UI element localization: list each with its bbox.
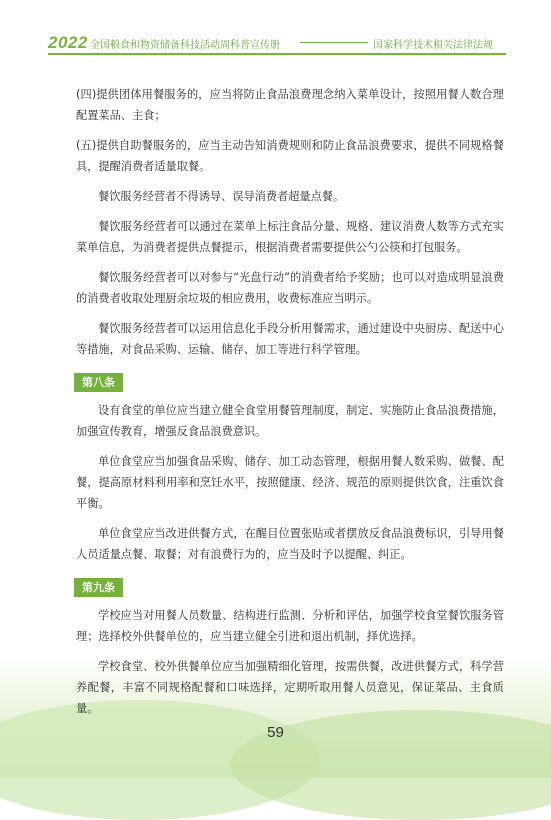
paragraph: 设有食堂的单位应当建立健全食堂用餐管理制度，制定、实施防止食品浪费措施，加强宣传教育，增强反食品浪费意识。: [76, 404, 504, 438]
paragraph: 餐饮服务经营者可以运用信息化手段分析用餐需求，通过建设中央厨房、配送中心等措施，对食品采购、运输、储存、加工等进行科学管理。: [76, 322, 504, 356]
page-header: [0, 0, 551, 52]
header-title: 全国粮食和物资储备科技活动周科普宣传册: [90, 40, 280, 51]
paragraph: 餐饮服务经营者可以通过在菜单上标注食品分量、规格、建议消费人数等方式充实菜单信息，为消费者提供点餐提示，根据消费者需要提供公勺公筷和打包服务。: [76, 220, 504, 254]
header-year: 2022: [48, 33, 88, 52]
paragraph: (四)提供团体用餐服务的，应当将防止食品浪费理念纳入菜单设计，按照用餐人数合理配置菜品、主食；: [76, 88, 504, 122]
paragraph: 单位食堂应当改进供餐方式，在醒目位置张贴或者摆放反食品浪费标识，引导用餐人员适量点餐、取餐；对有浪费行为的，应当及时予以提醒、纠正。: [76, 527, 504, 561]
paragraph: 餐饮服务经营者可以对参与“光盘行动”的消费者给予奖励；也可以对造成明显浪费的消费者收取处理厨余垃圾的相应费用，收费标准应当明示。: [76, 271, 504, 305]
page-number: 59: [267, 724, 284, 741]
paragraph: (五)提供自助餐服务的，应当主动告知消费规则和防止食品浪费要求，提供不同规格餐具，提醒消费者适量取餐。: [76, 139, 504, 173]
article-heading: 第八条: [74, 373, 123, 392]
paragraph: 学校食堂、校外供餐单位应当加强精细化管理，按需供餐，改进供餐方式，科学营养配餐，丰富不同规格配餐和口味选择，定期听取用餐人员意见，保证菜品、主食质量。: [76, 660, 504, 715]
header-underline: [48, 53, 506, 55]
article-heading-wrap: [76, 574, 504, 605]
paragraph: 餐饮服务经营者不得诱导、误导消费者超量点餐。: [98, 190, 345, 203]
article-heading: 第九条: [74, 578, 123, 597]
header-rule: [300, 42, 368, 43]
paragraph: 学校应当对用餐人员数量、结构进行监测、分析和评估，加强学校食堂餐饮服务管理；选择校外供餐单位的，应当建立健全引进和退出机制，择优选择。: [76, 609, 504, 643]
article-heading-wrap: [76, 369, 504, 400]
page-body: [76, 84, 504, 728]
paragraph: 单位食堂应当加强食品采购、储存、加工动态管理，根据用餐人数采购、做餐、配餐，提高原材料利用率和烹饪水平，按照健康、经济、规范的原则提供饮食，注重饮食平衡。: [76, 455, 504, 510]
header-section: 国家科学技术相关法律法规: [373, 40, 493, 51]
